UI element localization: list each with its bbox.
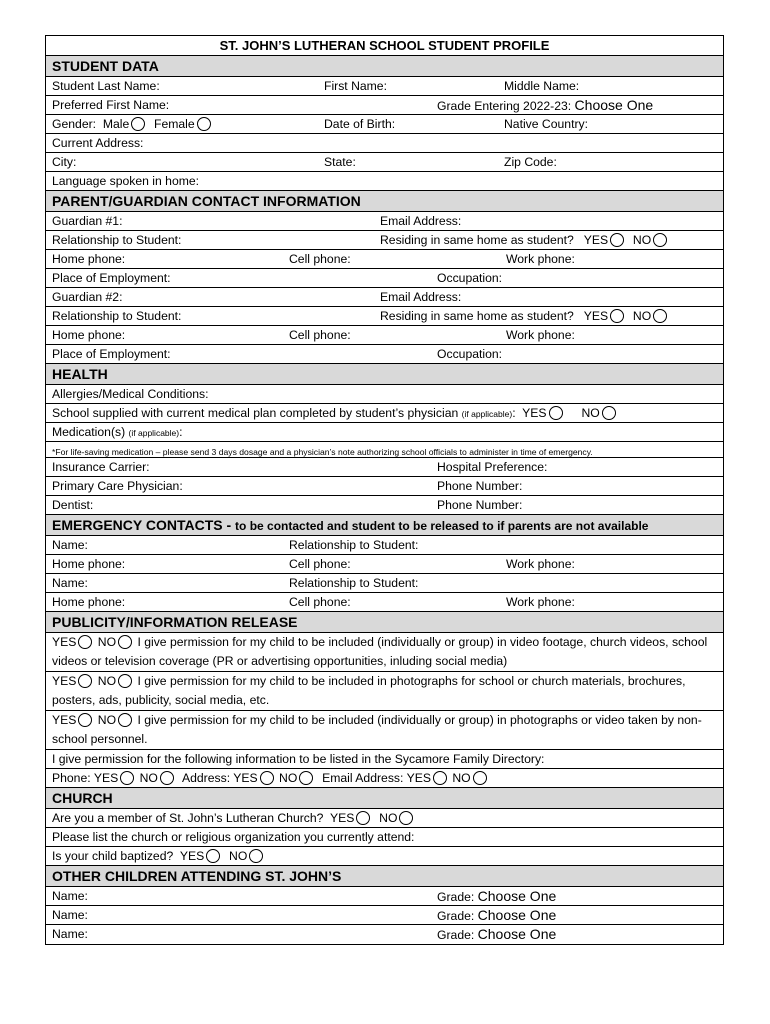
gender-male-radio[interactable] — [131, 117, 145, 131]
medical-plan-yes-radio[interactable] — [549, 406, 563, 420]
church-list-field[interactable]: Please list the church or religious organization you currently attend: — [52, 830, 415, 844]
emergency2-home-phone-field[interactable]: Home phone: — [52, 595, 126, 609]
child1-grade-select[interactable]: Choose One — [477, 888, 557, 904]
directory-phone-yes-radio[interactable] — [120, 771, 134, 785]
guardian1-cell-phone-field[interactable]: Cell phone: — [289, 252, 351, 266]
section-heading: HEALTH — [52, 366, 108, 382]
pcp-field[interactable]: Primary Care Physician: — [52, 479, 183, 493]
section-heading: OTHER CHILDREN ATTENDING ST. JOHN’S — [52, 868, 342, 884]
city-field[interactable]: City: — [52, 155, 77, 169]
child3-name-field[interactable]: Name: — [52, 927, 88, 941]
directory-row — [46, 750, 723, 769]
zip-field[interactable]: Zip Code: — [504, 155, 557, 169]
section-student-data — [46, 56, 723, 77]
medical-plan-no-radio[interactable] — [602, 406, 616, 420]
guardian1-residing-group: Residing in same home as student? YES NO — [380, 232, 669, 248]
directory-phone-no-radio[interactable] — [160, 771, 174, 785]
insurance-field[interactable]: Insurance Carrier: — [52, 460, 150, 474]
guardian1-employment-row — [46, 269, 723, 288]
medical-plan-group: School supplied with current medical plan completed by student’s physician (if applicable): YES NO — [52, 405, 618, 422]
church-member-yes-radio[interactable] — [356, 811, 370, 825]
guardian2-work-phone-field[interactable]: Work phone: — [506, 328, 575, 342]
section-parent-guardian — [46, 191, 723, 212]
city-row — [46, 153, 723, 172]
guardian1-occupation-field[interactable]: Occupation: — [437, 271, 503, 285]
student-profile-form — [45, 35, 724, 945]
student-last-name-field[interactable]: Student Last Name: — [52, 79, 160, 93]
guardian2-email-field[interactable]: Email Address: — [380, 290, 462, 304]
emergency1-work-phone-field[interactable]: Work phone: — [506, 557, 575, 571]
guardian1-residing-no-radio[interactable] — [653, 233, 667, 247]
child3-grade-label: Grade: Choose One — [437, 926, 557, 942]
section-emergency — [46, 515, 723, 536]
guardian2-relationship-field[interactable]: Relationship to Student: — [52, 309, 182, 323]
grade-entering-select[interactable]: Choose One — [574, 97, 654, 113]
child3-grade-select[interactable]: Choose One — [477, 926, 557, 942]
directory-address-yes-radio[interactable] — [260, 771, 274, 785]
guardian1-work-phone-field[interactable]: Work phone: — [506, 252, 575, 266]
native-country-field[interactable]: Native Country: — [504, 117, 588, 131]
church-member-no-radio[interactable] — [399, 811, 413, 825]
allergies-row — [46, 385, 723, 404]
baptized-group: Is your child baptized? YES NO — [52, 848, 265, 864]
guardian1-row — [46, 212, 723, 231]
section-health — [46, 364, 723, 385]
emergency1-name-field[interactable]: Name: — [52, 538, 88, 552]
guardian2-residing-group: Residing in same home as student? YES NO — [380, 308, 669, 324]
language-row — [46, 172, 723, 191]
guardian2-phone-row — [46, 326, 723, 345]
emergency1-cell-phone-field[interactable]: Cell phone: — [289, 557, 351, 571]
child1-row — [46, 887, 723, 906]
state-field[interactable]: State: — [324, 155, 356, 169]
child1-grade-label: Grade: Choose One — [437, 888, 557, 904]
guardian1-relationship-row — [46, 231, 723, 250]
publicity-photos-row — [46, 672, 723, 711]
section-publicity — [46, 612, 723, 633]
section-church — [46, 788, 723, 809]
gender-group: Gender: Male Female — [52, 116, 213, 132]
section-other-children — [46, 866, 723, 887]
emergency2-relationship-field[interactable]: Relationship to Student: — [289, 576, 419, 590]
guardian1-relationship-field[interactable]: Relationship to Student: — [52, 233, 182, 247]
guardian1-home-phone-field[interactable]: Home phone: — [52, 252, 126, 266]
emergency2-name-field[interactable]: Name: — [52, 576, 88, 590]
medications-field[interactable]: Medication(s) (if applicable): — [52, 425, 183, 439]
child1-name-field[interactable]: Name: — [52, 889, 88, 903]
directory-address-no-radio[interactable] — [299, 771, 313, 785]
directory-options-row — [46, 769, 723, 788]
dentist-phone-field[interactable]: Phone Number: — [437, 498, 523, 512]
guardian1-email-field[interactable]: Email Address: — [380, 214, 462, 228]
guardian1-phone-row — [46, 250, 723, 269]
guardian2-cell-phone-field[interactable]: Cell phone: — [289, 328, 351, 342]
child2-grade-label: Grade: Choose One — [437, 907, 557, 923]
allergies-field[interactable]: Allergies/Medical Conditions: — [52, 387, 209, 401]
emergency1-name-row — [46, 536, 723, 555]
section-heading: EMERGENCY CONTACTS - to be contacted and student to be released to if parents are not available — [52, 517, 649, 533]
pcp-phone-field[interactable]: Phone Number: — [437, 479, 523, 493]
publicity-nonschool-yes-radio[interactable] — [78, 713, 92, 727]
preferred-name-field[interactable]: Preferred First Name: — [52, 98, 170, 112]
church-list-row — [46, 828, 723, 847]
guardian2-residing-yes-radio[interactable] — [610, 309, 624, 323]
guardian1-field[interactable]: Guardian #1: — [52, 214, 123, 228]
emergency2-phone-row — [46, 593, 723, 612]
medical-plan-row — [46, 404, 723, 423]
guardian1-residing-yes-radio[interactable] — [610, 233, 624, 247]
guardian2-home-phone-field[interactable]: Home phone: — [52, 328, 126, 342]
dob-field[interactable]: Date of Birth: — [324, 117, 396, 131]
publicity-video-yes-radio[interactable] — [78, 635, 92, 649]
insurance-row — [46, 458, 723, 477]
church-member-row — [46, 809, 723, 828]
publicity-photos-yes-radio[interactable] — [78, 674, 92, 688]
emergency2-name-row — [46, 574, 723, 593]
medication-note: *For life-saving medication – please send 3 days dosage and a physician’s note authorizing school officials to administer in time of emergency. — [52, 447, 593, 457]
section-heading: PUBLICITY/INFORMATION RELEASE — [52, 614, 298, 630]
directory-options-group: Phone: YES NO Address: YES NO Email Address: YES NO — [52, 770, 489, 786]
guardian2-occupation-field[interactable]: Occupation: — [437, 347, 503, 361]
gender-female-radio[interactable] — [197, 117, 211, 131]
medication-note-row — [46, 442, 723, 458]
preferred-name-row — [46, 96, 723, 115]
child2-grade-select[interactable]: Choose One — [477, 907, 557, 923]
guardian2-employment-field[interactable]: Place of Employment: — [52, 347, 171, 361]
guardian2-employment-row — [46, 345, 723, 364]
current-address-field[interactable]: Current Address: — [52, 136, 144, 150]
child3-row — [46, 925, 723, 944]
hospital-field[interactable]: Hospital Preference: — [437, 460, 548, 474]
form-title: ST. JOHN’S LUTHERAN SCHOOL STUDENT PROFILE — [219, 38, 550, 53]
church-member-group: Are you a member of St. John’s Lutheran Church? YES NO — [52, 810, 415, 826]
publicity-photos-group: YES NO I give permission for my child to be included in photographs for school or church materials, brochures, posters, ads, publicity, social media, etc. — [52, 674, 686, 707]
emergency1-home-phone-field[interactable]: Home phone: — [52, 557, 126, 571]
guardian2-row — [46, 288, 723, 307]
emergency2-cell-phone-field[interactable]: Cell phone: — [289, 595, 351, 609]
guardian2-relationship-row — [46, 307, 723, 326]
emergency2-work-phone-field[interactable]: Work phone: — [506, 595, 575, 609]
language-field[interactable]: Language spoken in home: — [52, 174, 200, 188]
section-heading: PARENT/GUARDIAN CONTACT INFORMATION — [52, 193, 361, 209]
child2-name-field[interactable]: Name: — [52, 908, 88, 922]
baptized-no-radio[interactable] — [249, 849, 263, 863]
emergency1-phone-row — [46, 555, 723, 574]
form-title-row — [46, 36, 723, 56]
emergency1-relationship-field[interactable]: Relationship to Student: — [289, 538, 419, 552]
publicity-nonschool-no-radio[interactable] — [118, 713, 132, 727]
student-name-row — [46, 77, 723, 96]
baptized-row — [46, 847, 723, 866]
dentist-field[interactable]: Dentist: — [52, 498, 94, 512]
dentist-row — [46, 496, 723, 515]
gender-row — [46, 115, 723, 134]
publicity-video-no-radio[interactable] — [118, 635, 132, 649]
section-heading: STUDENT DATA — [52, 58, 159, 74]
section-heading: CHURCH — [52, 790, 113, 806]
directory-email-no-radio[interactable] — [473, 771, 487, 785]
publicity-nonschool-group: YES NO I give permission for my child to be included (individually or group) in photographs or video taken by non-school personnel. — [52, 713, 702, 746]
baptized-yes-radio[interactable] — [206, 849, 220, 863]
grade-entering-label: Grade Entering 2022-23: Choose One — [437, 97, 654, 113]
publicity-video-row — [46, 633, 723, 672]
guardian1-employment-field[interactable]: Place of Employment: — [52, 271, 171, 285]
pcp-row — [46, 477, 723, 496]
publicity-nonschool-row — [46, 711, 723, 750]
publicity-video-group: YES NO I give permission for my child to be included (individually or group) in video footage, church videos, school videos or television coverage (PR or advertising opportunities, inluding social media) — [52, 635, 708, 668]
student-middle-name-field[interactable]: Middle Name: — [504, 79, 580, 93]
guardian2-field[interactable]: Guardian #2: — [52, 290, 123, 304]
directory-email-yes-radio[interactable] — [433, 771, 447, 785]
guardian2-residing-no-radio[interactable] — [653, 309, 667, 323]
directory-text: I give permission for the following information to be listed in the Sycamore Family Directory: — [52, 752, 545, 766]
student-first-name-field[interactable]: First Name: — [324, 79, 387, 93]
child2-row — [46, 906, 723, 925]
address-row — [46, 134, 723, 153]
medications-row — [46, 423, 723, 442]
publicity-photos-no-radio[interactable] — [118, 674, 132, 688]
